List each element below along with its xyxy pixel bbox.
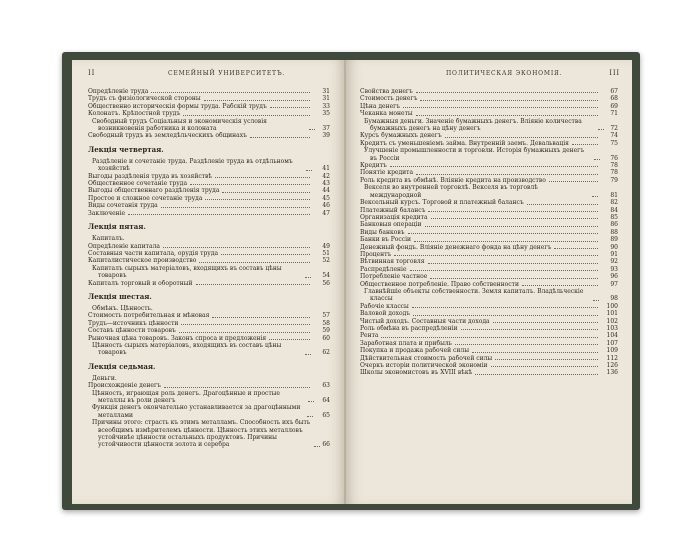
toc-entry [88, 132, 330, 139]
toc-page-number: 78 [610, 162, 618, 170]
toc-entry-title: Опредѣленіе капитала [88, 242, 160, 250]
toc-page-number: 43 [322, 180, 330, 188]
toc-entry [88, 265, 330, 280]
toc-page-number: 71 [610, 110, 618, 118]
toc-entry [88, 210, 330, 217]
toc-entry-title: Колонатъ. Крѣпостной трудъ [88, 110, 181, 118]
toc-page-number: 52 [322, 257, 330, 265]
toc-entry-title: Функція денегъ окончательно устанавливается за драгоцѣнными металлами [92, 404, 301, 419]
toc-entry-title: Очеркъ исторіи политической экономіи [360, 362, 488, 370]
toc-entry-title: Рабочіе классы [360, 302, 409, 310]
dot-leader [390, 166, 598, 167]
toc-page-number: 112 [606, 354, 618, 362]
toc-entry-title: Трудъ съ физіологической стороны [88, 95, 201, 103]
dot-leader [475, 374, 598, 375]
toc-page-number: 58 [322, 319, 330, 327]
toc-entry-title: Организація кредита [360, 213, 428, 221]
toc-page-number: 39 [322, 132, 330, 140]
toc-entry [88, 158, 330, 173]
toc-entry-title: Выгоды раздѣленія труда въ хозяйствѣ [88, 172, 212, 180]
toc-entry [88, 419, 330, 449]
toc-entry-title: Цѣнность сырыхъ матеріаловъ, входящихъ въ составъ цѣны товаровъ [92, 341, 282, 357]
toc-entry-title: Рыночная цѣна товаровъ. Законъ спроса и предложенія [88, 334, 267, 342]
toc-page-number: 46 [322, 202, 330, 210]
lecture-heading: Лекція четвертая. [88, 144, 164, 154]
lecture-heading: Лекція шестая. [88, 291, 152, 301]
dot-leader [215, 177, 310, 178]
toc-entry [88, 250, 330, 257]
toc-entry [88, 257, 330, 264]
toc-entry-title: Дѣйствительная стоимость рабочей силы [360, 354, 493, 362]
toc-entry [360, 236, 618, 243]
dot-leader [204, 100, 310, 101]
toc-entry [88, 312, 330, 319]
toc-entry [88, 335, 330, 342]
toc-entry [88, 320, 330, 327]
toc-entry-title: Вексельный курсъ. Торговой и платежный балансъ [360, 199, 524, 207]
toc-page-number: 57 [322, 312, 330, 320]
toc-entry-title: Банковыя операціи [360, 221, 422, 229]
toc-page-number: 89 [610, 236, 618, 244]
dot-leader [572, 144, 598, 145]
toc-page-number: 42 [322, 172, 330, 180]
toc-entry [88, 243, 330, 250]
dot-leader [196, 284, 310, 285]
right-page [346, 60, 632, 504]
dot-leader [181, 324, 310, 325]
right-table-of-contents [360, 88, 618, 377]
toc-page-number: 37 [322, 125, 330, 133]
dot-leader [163, 247, 310, 248]
toc-entry [88, 180, 330, 187]
toc-page-number: 107 [606, 339, 618, 347]
toc-entry-title: Происхожденіе денегъ [88, 382, 161, 390]
dot-leader [522, 285, 598, 286]
section-title: Обмѣнъ. Цѣнность. [92, 304, 153, 312]
dot-leader [425, 226, 598, 227]
toc-entry-title: Свойства денегъ [360, 88, 413, 95]
toc-entry-title: Роль обмѣна въ распредѣленіи [360, 325, 458, 332]
dot-leader [183, 115, 310, 116]
toc-entry [360, 251, 618, 258]
toc-page-number: 109 [606, 347, 618, 355]
toc-entry [88, 173, 330, 180]
toc-entry-title: Выгоды общественнаго раздѣленія труда [88, 187, 220, 195]
dot-leader [428, 263, 599, 264]
toc-entry [360, 162, 618, 169]
dot-leader [554, 248, 598, 249]
toc-entry-title: Общественное сочетаніе труда [88, 180, 188, 188]
toc-entry [360, 273, 618, 280]
toc-entry-title: Роль кредита въ обмѣнѣ. Вліяніе кредита на производство [360, 176, 546, 184]
toc-entry [88, 88, 330, 95]
toc-page-number: 76 [610, 154, 618, 162]
toc-page-number: 67 [610, 88, 618, 95]
toc-entry [360, 355, 618, 362]
section-title: Деньги. [92, 374, 117, 382]
toc-entry-title: Рента [360, 332, 379, 340]
toc-entry-title: Опредѣленіе труда [88, 88, 149, 95]
toc-page-number: 78 [610, 169, 618, 177]
dot-leader [414, 241, 598, 242]
toc-entry-title: Простое и сложное сочетаніе труда [88, 194, 203, 202]
dot-leader [403, 107, 598, 108]
toc-entry-title: Цѣна денегъ [360, 102, 401, 110]
toc-page-number: 49 [322, 242, 330, 250]
toc-entry-title: Трудъ—источникъ цѣнности [88, 319, 179, 327]
dot-leader [151, 92, 310, 93]
toc-entry [360, 258, 618, 265]
left-header-title: СЕМЕЙНЫЙ УНИВЕРСИТЕТЪ. [168, 70, 286, 77]
dot-leader [190, 184, 310, 185]
toc-entry [360, 303, 618, 310]
toc-entry-title: Капиталистическое производство [88, 257, 197, 265]
toc-entry-title: Потребленіе частное [360, 273, 428, 281]
toc-entry-title: Составъ цѣнности товаровъ [88, 327, 176, 335]
toc-entry [88, 382, 330, 389]
section-title: Капиталъ. [92, 235, 125, 243]
toc-entry-title: Общественное потребленіе. Право собственности [360, 280, 519, 288]
toc-page-number: 96 [610, 273, 618, 281]
toc-page-number: 88 [610, 228, 618, 236]
toc-page-number: 72 [610, 125, 618, 133]
toc-page-number: 54 [322, 272, 330, 280]
dot-leader [222, 192, 310, 193]
toc-page-number: 98 [610, 295, 618, 303]
toc-entry [360, 340, 618, 347]
toc-page-number: 62 [322, 349, 330, 357]
toc-page-number: 74 [610, 132, 618, 140]
toc-entry [88, 118, 330, 133]
toc-entry-title: Капиталъ торговый и оборотный [88, 279, 193, 287]
toc-entry [88, 404, 330, 419]
dot-leader [495, 359, 598, 360]
toc-page-number: 82 [610, 199, 618, 207]
toc-entry-title: Курсъ бумажныхъ денегъ [360, 132, 442, 140]
toc-page-number: 59 [322, 327, 330, 335]
dot-leader [205, 199, 310, 200]
dot-leader [527, 204, 598, 205]
right-header-title: ПОЛИТИЧЕСКАЯ ЭКОНОМІЯ. [446, 70, 563, 77]
dot-leader [408, 233, 598, 234]
toc-entry-title: Бумажныя деньги. Значеніе бумажныхъ денегъ. Вліяніе количества бумажныхъ денегъ на цѣну денегъ [364, 117, 582, 133]
toc-entry-title: Кредитъ съ уменьшеніемъ займа. Внутренній заемъ. Девальвація [360, 139, 569, 147]
dot-leader [445, 137, 598, 138]
dot-leader [472, 352, 598, 353]
toc-entry [360, 207, 618, 214]
dot-leader [199, 262, 310, 263]
toc-page-number: 65 [322, 411, 330, 419]
toc-entry [360, 221, 618, 228]
toc-entry [88, 202, 330, 209]
toc-entry [360, 318, 618, 325]
dot-leader [416, 115, 598, 116]
toc-page-number: 85 [610, 213, 618, 221]
toc-page-number: 91 [610, 250, 618, 258]
dot-leader [410, 270, 598, 271]
toc-entry [360, 140, 618, 147]
toc-page-number: 63 [322, 382, 330, 390]
left-page-number: II [88, 69, 96, 77]
dot-leader [455, 344, 598, 345]
toc-page-number: 60 [322, 334, 330, 342]
toc-entry-title: Платежный балансъ [360, 206, 426, 214]
toc-page-number: 31 [322, 88, 330, 95]
toc-entry-title: Виды сочетанія труда [88, 202, 158, 210]
dot-leader [161, 207, 310, 208]
toc-entry-title: Покупка и продажа рабочей силы [360, 347, 470, 355]
toc-entry-title: Кредитъ [360, 162, 387, 170]
dot-leader [416, 92, 598, 93]
dot-leader [212, 317, 310, 318]
toc-entry [88, 110, 330, 117]
toc-entry [360, 347, 618, 354]
dot-leader [431, 218, 598, 219]
dot-leader [381, 337, 598, 338]
toc-entry [360, 103, 618, 110]
lecture-heading: Лекція пятая. [88, 222, 146, 232]
dot-leader [493, 322, 598, 323]
dot-leader [412, 307, 598, 308]
toc-page-number: 41 [322, 165, 330, 173]
toc-page-number: 75 [610, 139, 618, 147]
toc-page-number: 90 [610, 243, 618, 251]
toc-entry-title: Общественно историческія формы труда. Рабскій трудъ [88, 102, 267, 110]
toc-entry [360, 118, 618, 133]
toc-entry [360, 132, 618, 139]
toc-entry [360, 229, 618, 236]
toc-entry [360, 362, 618, 369]
toc-entry [88, 342, 330, 357]
toc-page-number: 45 [322, 194, 330, 202]
toc-entry [360, 288, 618, 303]
toc-entry [360, 95, 618, 102]
toc-entry [360, 369, 618, 376]
left-page [72, 60, 345, 504]
toc-entry-title: Составныя части капитала, орудія труда [88, 249, 219, 257]
toc-page-number: 86 [610, 221, 618, 229]
toc-entry-title: Денежный фондъ. Вліяніе денежнаго фонда на цѣну денегъ [360, 243, 552, 251]
dot-leader [428, 211, 598, 212]
dot-leader [250, 137, 310, 138]
toc-page-number: 92 [610, 258, 618, 266]
toc-entry-title: Виды банковъ [360, 228, 405, 236]
toc-entry [360, 266, 618, 273]
toc-entry-title: Свободный трудъ Соціальныя и экономическія условія возникновенія работника и колоната [92, 117, 267, 133]
toc-entry [360, 199, 618, 206]
toc-page-number: 97 [610, 280, 618, 288]
toc-entry-title: Цѣнность, играющая роль денегъ. Драгоцѣнные и простые металлы въ роли денегъ [92, 389, 280, 404]
toc-entry-title: Стоимость денегъ [360, 95, 418, 103]
lecture-heading: Лекція седьмая. [88, 361, 156, 371]
dot-leader [461, 329, 599, 330]
toc-entry [360, 184, 618, 199]
dot-leader [269, 339, 310, 340]
toc-entry-title: Заработная плата и прибыль [360, 339, 452, 347]
toc-page-number: 69 [610, 102, 618, 110]
toc-page-number: 66 [322, 441, 330, 449]
toc-entry-title: Заключеніе [88, 209, 126, 217]
dot-leader [549, 181, 598, 182]
toc-page-number: 79 [610, 176, 618, 184]
dot-leader [416, 174, 598, 175]
toc-entry-title: Вѣтвинная торговля [360, 258, 425, 266]
toc-page-number: 31 [322, 95, 330, 103]
toc-page-number: 104 [606, 332, 618, 340]
toc-entry [88, 327, 330, 334]
toc-entry [360, 332, 618, 339]
toc-entry-title: Стоимость потребительная и мѣновая [88, 312, 210, 320]
toc-entry [88, 390, 330, 405]
toc-page-number: 101 [606, 310, 618, 318]
toc-entry [360, 281, 618, 288]
toc-page-number: 126 [606, 362, 618, 370]
toc-page-number: 103 [606, 325, 618, 332]
toc-entry [360, 310, 618, 317]
dot-leader [221, 254, 310, 255]
toc-page-number: 84 [610, 206, 618, 214]
toc-entry-title: Главнѣйшіе объекты собственности. Земля капиталъ. Владѣльческіе классы [364, 287, 584, 303]
toc-entry-title: Процентъ [360, 250, 392, 258]
dot-leader [179, 332, 310, 333]
toc-entry-title: Валовой доходъ [360, 310, 411, 318]
toc-page-number: 33 [322, 102, 330, 110]
toc-entry [360, 325, 618, 332]
dot-leader [128, 214, 310, 215]
toc-page-number: 56 [322, 279, 330, 287]
toc-entry [360, 88, 618, 95]
toc-entry [88, 195, 330, 202]
toc-entry [88, 103, 330, 110]
toc-page-number: 136 [606, 369, 618, 377]
toc-page-number: 51 [322, 249, 330, 257]
toc-page-number: 35 [322, 110, 330, 118]
toc-entry-title: Свободный трудъ въ земледѣльческихъ общинахъ [88, 132, 247, 140]
dot-leader [420, 100, 598, 101]
toc-page-number: 47 [322, 209, 330, 217]
dot-leader [270, 107, 310, 108]
dot-leader [413, 315, 598, 316]
toc-page-number: 100 [606, 302, 618, 310]
toc-entry-title: Причины этого: страсть къ этимъ металламъ. Способность ихъ быть всеобщимъ измѣрителемъ цѣнности. Цѣнность этихъ металловъ устойчивѣе цѣнности остальныхъ продуктовъ. Причины устойчивости цѣнности золота и серебра [92, 419, 311, 449]
toc-page-number: 93 [610, 265, 618, 273]
toc-entry [360, 177, 618, 184]
toc-entry [360, 214, 618, 221]
toc-page-number: 44 [322, 187, 330, 195]
toc-entry [88, 280, 330, 287]
toc-entry-title: Банки въ Россіи [360, 236, 412, 244]
toc-entry [88, 187, 330, 194]
toc-entry-title: Чеканка монеты [360, 110, 413, 118]
dot-leader [164, 387, 310, 388]
toc-entry-title: Чистый доходъ. Составныя части дохода [360, 317, 490, 325]
toc-entry-title: Распредѣленіе [360, 265, 407, 273]
toc-page-number: 64 [322, 397, 330, 404]
toc-page-number: 81 [610, 191, 618, 199]
toc-entry-title: Понятіе кредита [360, 169, 414, 177]
dot-leader [394, 255, 598, 256]
dot-leader [430, 278, 598, 279]
toc-entry [360, 147, 618, 162]
toc-entry [360, 244, 618, 251]
left-table-of-contents [88, 88, 330, 449]
toc-page-number: 102 [606, 317, 618, 325]
toc-entry-title: Векселя во внутренней торговлѣ. Векселя въ торговлѣ международной [364, 184, 538, 199]
toc-entry-title: Школы экономистовъ въ XVIII вѣкѣ [360, 369, 473, 377]
toc-entry [360, 110, 618, 117]
toc-page-number: 68 [610, 95, 618, 103]
toc-entry-title: Улучшеніе промышленности и торговли. Исторія бумажныхъ денегъ въ Россіи [364, 147, 585, 162]
dot-leader [491, 366, 598, 367]
right-page-number: III [609, 69, 620, 77]
toc-entry-title: Капиталъ сырыхъ матеріаловъ, входящихъ въ составъ цѣны товаровъ [92, 264, 282, 280]
toc-entry [360, 169, 618, 176]
toc-entry [88, 95, 330, 102]
toc-entry-title: Раздѣленіе и сочетаніе труда. Раздѣленіе труда въ отдѣльномъ хозяйствѣ [92, 157, 293, 173]
